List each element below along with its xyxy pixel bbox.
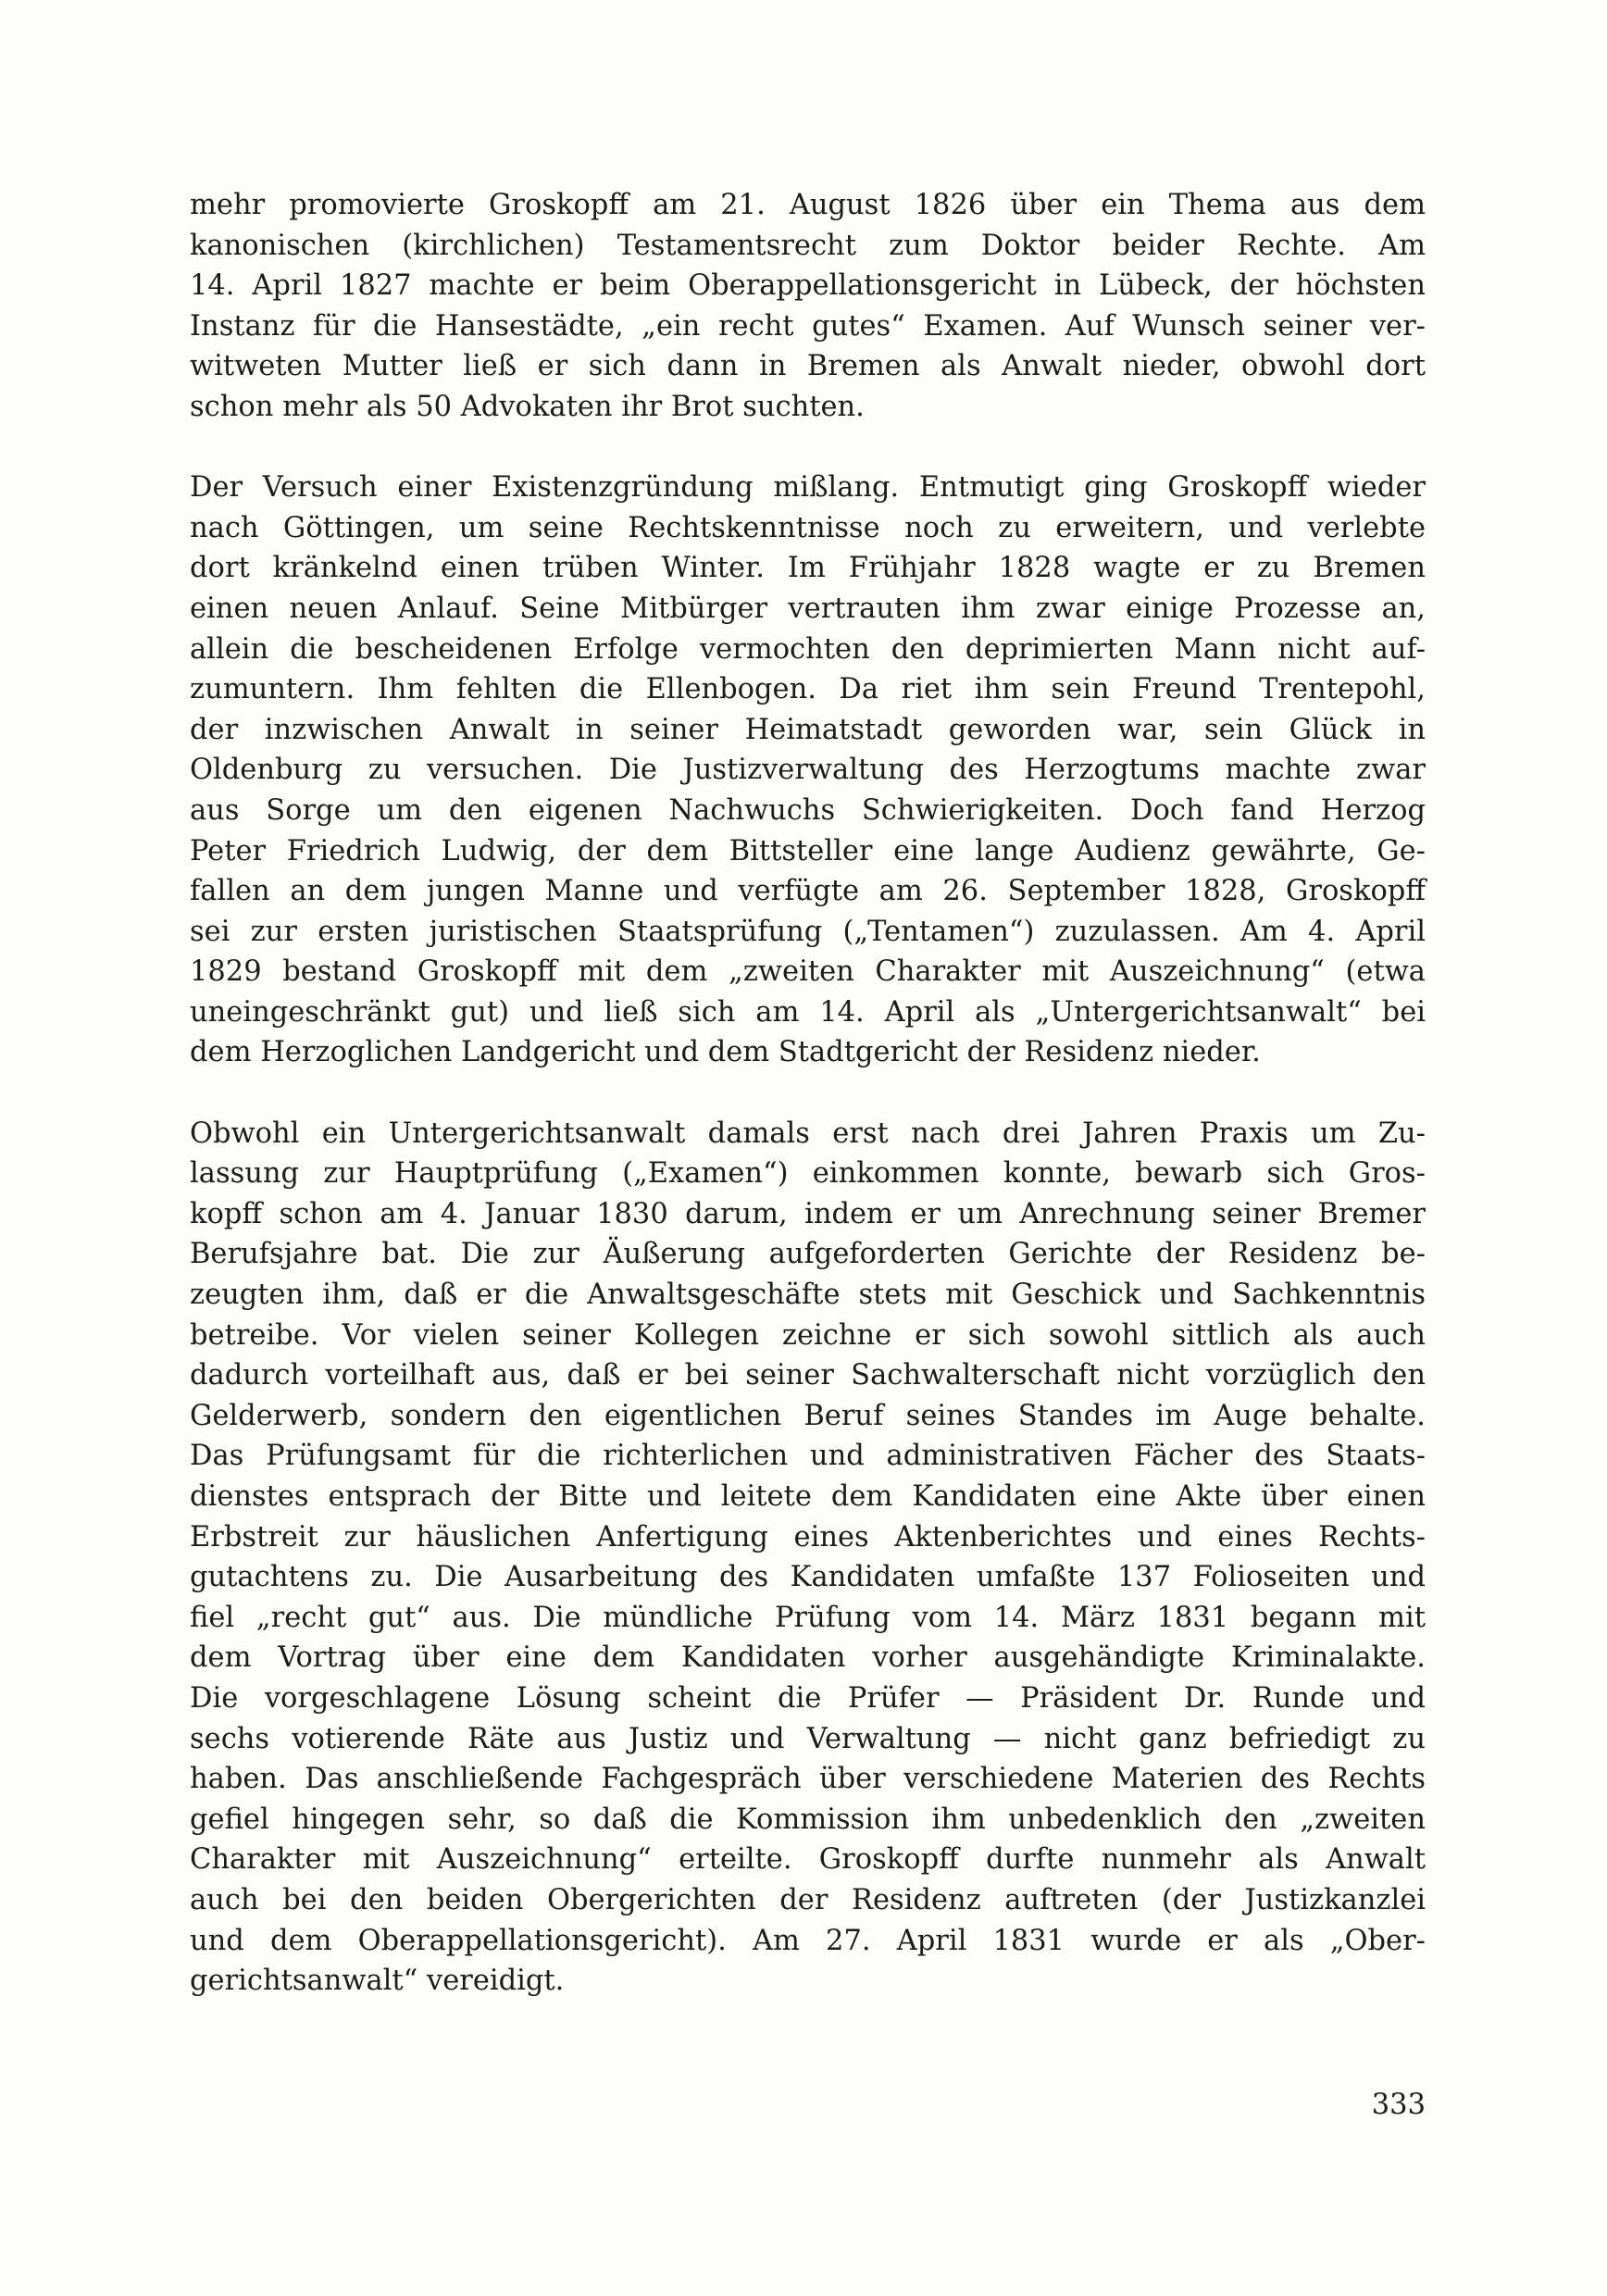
text-line: Gelderwerb, sondern den eigentlichen Beruf seines Standes im Auge behalte. (190, 1399, 1426, 1432)
text-line: dadurch vorteilhaft aus, daß er bei seiner Sachwalterschaft nicht vorzüglich den (190, 1359, 1426, 1392)
text-line: Oldenburg zu versuchen. Die Justizverwaltung des Herzogtums machte zwar (190, 754, 1426, 787)
text-line: witweten Mutter ließ er sich dann in Bremen als Anwalt nieder, obwohl dort (190, 350, 1426, 383)
paragraph-gap (190, 1073, 1426, 1114)
text-line: dienstes entsprach der Bitte und leitete dem Kandidaten eine Akte über einen (190, 1480, 1426, 1513)
text-line: dem Herzoglichen Landgericht und dem Stadtgericht der Residenz nieder. (190, 1036, 1261, 1069)
text-line: kopff schon am 4. Januar 1830 darum, indem er um Anrechnung seiner Bremer (190, 1197, 1426, 1230)
text-line: lassung zur Hauptprüfung („Examen“) einkommen konnte, bewarb sich Gros- (190, 1157, 1426, 1191)
text-line: der inzwischen Anwalt in seiner Heimatstadt geworden war, sein Glück in (190, 713, 1426, 746)
text-line: Charakter mit Auszeichnung“ erteilte. Groskopff durfte nunmehr als Anwalt (190, 1843, 1426, 1877)
text-line: einen neuen Anlauf. Seine Mitbürger vertrauten ihm zwar einige Prozesse an, (190, 592, 1426, 625)
text-line: gutachtens zu. Die Ausarbeitung des Kandidaten umfaßte 137 Folioseiten und (190, 1561, 1426, 1594)
text-line: Obwohl ein Untergerichtsanwalt damals erst nach drei Jahren Praxis um Zu- (190, 1117, 1426, 1150)
text-line: gerichtsanwalt“ vereidigt. (190, 1965, 565, 1998)
text-line: Die vorgeschlagene Lösung scheint die Prüfer — Präsident Dr. Runde und (190, 1681, 1426, 1715)
text-line: aus Sorge um den eigenen Nachwuchs Schwierigkeiten. Doch fand Herzog (190, 793, 1426, 827)
text-line: betreibe. Vor vielen seiner Kollegen zeichne er sich sowohl sittlich als auch (190, 1318, 1426, 1352)
text-line: auch bei den beiden Obergerichten der Residenz auftreten (der Justizkanzlei (190, 1883, 1426, 1916)
text-line: dem Vortrag über eine dem Kandidaten vorher ausgehändigte Kriminalakte. (190, 1641, 1426, 1675)
text-line: fallen an dem jungen Manne und verfügte am 26. September 1828, Groskopff (190, 875, 1426, 908)
text-line: allein die bescheidenen Erfolge vermochten den deprimierten Mann nicht auf- (190, 632, 1426, 666)
text-line: zumuntern. Ihm fehlten die Ellenbogen. Da riet ihm sein Freund Trentepohl, (190, 673, 1426, 706)
text-line: 14. April 1827 machte er beim Oberappellationsgericht in Lübeck, der höchsten (190, 269, 1426, 303)
text-line: nach Göttingen, um seine Rechtskenntnisse noch zu erweitern, und verlebte (190, 511, 1426, 544)
text-line: Instanz für die Hansestädte, „ein recht gutes“ Examen. Auf Wunsch seiner ver- (190, 309, 1426, 343)
paragraph-2 (190, 468, 1426, 1073)
text-line: dort kränkelnd einen trüben Winter. Im Frühjahr 1828 wagte er zu Bremen (190, 552, 1426, 585)
text-line: zeugten ihm, daß er die Anwaltsgeschäfte stets mit Geschick und Sachkenntnis (190, 1279, 1426, 1312)
text-line: 1829 bestand Groskopff mit dem „zweiten Charakter mit Auszeichnung“ (etwa (190, 955, 1426, 989)
text-line: gefiel hingegen sehr, so daß die Kommission ihm unbedenklich den „zweiten (190, 1803, 1426, 1836)
paragraph-1 (190, 185, 1426, 428)
text-line: Das Prüfungsamt für die richterlichen und administrativen Fächer des Staats- (190, 1440, 1426, 1473)
paragraph-gap (190, 428, 1426, 468)
paragraph-3 (190, 1114, 1426, 2002)
text-line: Erbstreit zur häuslichen Anfertigung eines Aktenberichtes und eines Rechts- (190, 1520, 1426, 1554)
text-line: sei zur ersten juristischen Staatsprüfung („Tentamen“) zuzulassen. Am 4. April (190, 915, 1426, 948)
text-line: kanonischen (kirchlichen) Testamentsrecht zum Doktor beider Rechte. Am (190, 229, 1426, 262)
text-line: haben. Das anschließende Fachgespräch über verschiedene Materien des Rechts (190, 1763, 1426, 1796)
text-line: Der Versuch einer Existenzgründung mißlang. Entmutigt ging Groskopff wieder (190, 471, 1426, 505)
text-line: Berufsjahre bat. Die zur Äußerung aufgeforderten Gerichte der Residenz be- (190, 1238, 1426, 1271)
text-line: Peter Friedrich Ludwig, der dem Bittsteller eine lange Audienz gewährte, Ge- (190, 834, 1426, 867)
body-text (190, 185, 1426, 2002)
page-number: 333 (1371, 2089, 1426, 2121)
text-line: schon mehr als 50 Advokaten ihr Brot suchten. (190, 390, 865, 423)
text-line: und dem Oberappellationsgericht). Am 27. April 1831 wurde er als „Ober- (190, 1924, 1426, 1957)
text-line: fiel „recht gut“ aus. Die mündliche Prüfung vom 14. März 1831 begann mit (190, 1601, 1426, 1634)
text-line: mehr promovierte Groskopff am 21. August 1826 über ein Thema aus dem (190, 189, 1426, 221)
text-line: sechs votierende Räte aus Justiz und Verwaltung — nicht ganz befriedigt zu (190, 1722, 1426, 1755)
text-line: uneingeschränkt gut) und ließ sich am 14. April als „Untergerichtsanwalt“ bei (190, 995, 1426, 1029)
